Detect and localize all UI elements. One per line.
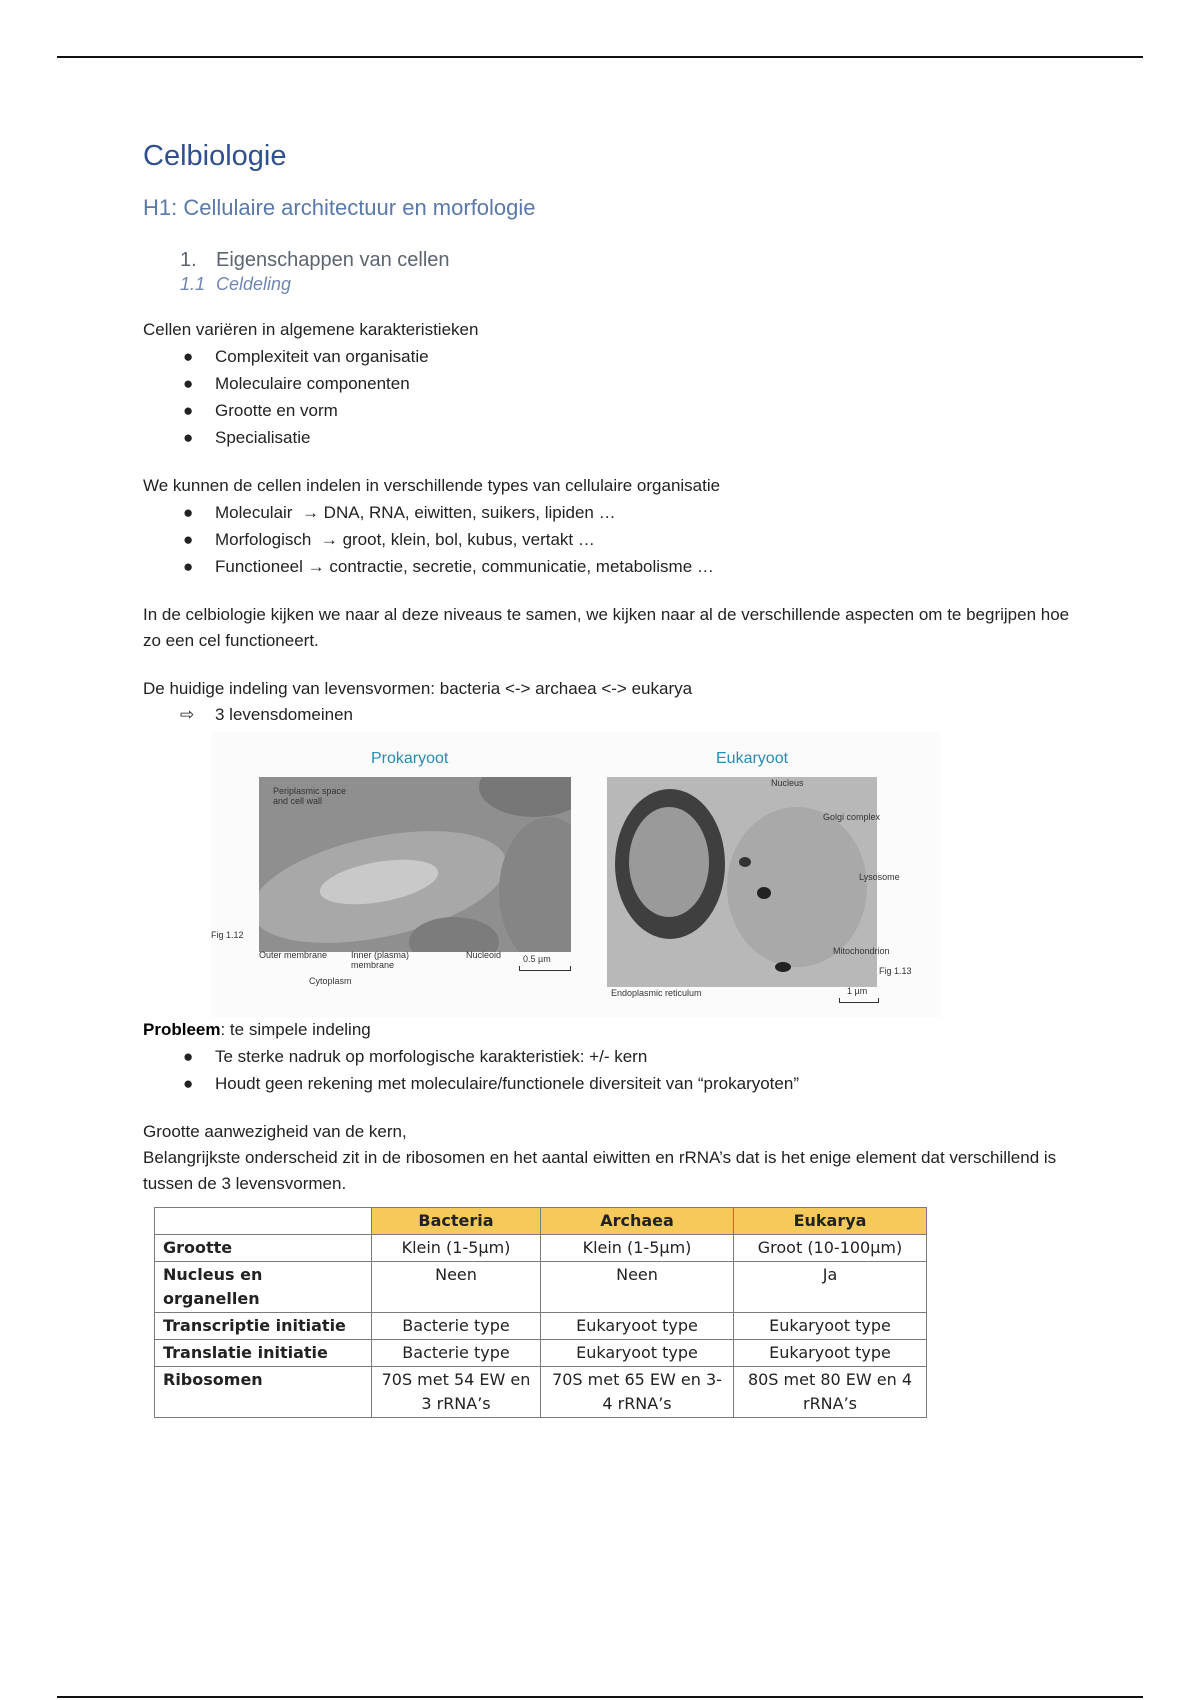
section-number: 1. bbox=[180, 249, 197, 271]
arrow-icon: → bbox=[320, 530, 338, 549]
section-heading bbox=[180, 249, 1073, 272]
list-item: ● Complexiteit van organisatie bbox=[183, 347, 429, 366]
label-scale-left: 0.5 µm bbox=[523, 954, 551, 964]
label-lysosome: Lysosome bbox=[859, 872, 900, 882]
list-item: ● Specialisatie bbox=[183, 428, 311, 447]
scale-bar-left bbox=[519, 966, 571, 971]
list-item: ● Morfologisch → groot, klein, bol, kubus, vertakt … bbox=[183, 530, 595, 549]
subsection-label: Celdeling bbox=[216, 274, 292, 294]
scale-bar-right bbox=[839, 998, 879, 1003]
label-fig-1-12: Fig 1.12 bbox=[211, 930, 244, 940]
arrow-list-item: ⇨ 3 levensdomeinen bbox=[143, 702, 1073, 728]
list-item: ● Houdt geen rekening met moleculaire/functionele diversiteit van “prokaryoten” bbox=[183, 1074, 799, 1093]
list-item: ● Te sterke nadruk op morfologische karakteristiek: +/- kern bbox=[183, 1047, 648, 1066]
paragraph-celbiologie: In de celbiologie kijken we naar al deze niveaus te samen, we kijken naar al de verschillende aspecten om te begrijpen hoe zo een cel functioneert. bbox=[143, 605, 1070, 650]
micrograph-figure bbox=[211, 732, 941, 1017]
subsection-number: 1.1 bbox=[180, 274, 206, 294]
problem-list bbox=[143, 1043, 1073, 1097]
table-header-row bbox=[155, 1208, 927, 1235]
label-er: Endoplasmic reticulum bbox=[611, 988, 702, 998]
chapter-heading: H1: Cellulaire architectuur en morfologie bbox=[143, 195, 536, 220]
arrow-icon: → bbox=[301, 503, 319, 522]
label-scale-right: 1 µm bbox=[847, 986, 868, 996]
list-item: ● Grootte en vorm bbox=[183, 401, 338, 420]
characteristics-list bbox=[143, 343, 1073, 451]
header-eukarya: Eukarya bbox=[734, 1208, 927, 1235]
label-golgi: Golgi complex bbox=[823, 812, 881, 822]
label-nucleus: Nucleus bbox=[771, 778, 804, 788]
prokaryoot-title: Prokaryoot bbox=[371, 750, 449, 767]
paragraph-kern: Grootte aanwezigheid van de kern, bbox=[143, 1122, 407, 1141]
label-fig-1-13: Fig 1.13 bbox=[879, 966, 912, 976]
list-item: ● Moleculair → DNA, RNA, eiwitten, suikers, lipiden … bbox=[183, 503, 616, 522]
arrow-icon: → bbox=[307, 557, 325, 576]
label-mitochondrion: Mitochondrion bbox=[833, 946, 890, 956]
header-archaea: Archaea bbox=[541, 1208, 734, 1235]
paragraph-ribosomen: Belangrijkste onderscheid zit in de ribosomen en het aantal eiwitten en rRNA’s dat is het enige element dat verschillend is tussen de 3 levensvormen. bbox=[143, 1148, 1057, 1193]
page-title: Celbiologie bbox=[143, 140, 287, 172]
paragraph-characteristics: Cellen variëren in algemene karakteristieken bbox=[143, 320, 479, 339]
outline-arrow-icon: ⇨ bbox=[180, 705, 195, 724]
subsection-heading bbox=[180, 274, 1073, 295]
comparison-table bbox=[154, 1207, 927, 1418]
table-row: Nucleus en organellen Neen Neen Ja bbox=[155, 1262, 927, 1313]
label-nucleoid: Nucleoid bbox=[466, 950, 502, 960]
label-cytoplasm: Cytoplasm bbox=[309, 976, 352, 986]
header-rule bbox=[57, 56, 1143, 58]
list-item: ● Moleculaire componenten bbox=[183, 374, 410, 393]
table-row: Grootte Klein (1-5µm) Klein (1-5µm) Groot (10-100µm) bbox=[155, 1235, 927, 1262]
label-periplasmic: Periplasmic space and cell wall bbox=[273, 786, 347, 806]
footer-rule bbox=[57, 1696, 1143, 1698]
paragraph-organisation: We kunnen de cellen indelen in verschillende types van cellulaire organisatie bbox=[143, 476, 721, 495]
header-bacteria: Bacteria bbox=[372, 1208, 541, 1235]
problem-paragraph: Probleem: te simpele indeling bbox=[143, 1020, 371, 1039]
document-body bbox=[143, 140, 1073, 1418]
organisation-list bbox=[143, 499, 1073, 580]
label-outer-membrane: Outer membrane bbox=[259, 950, 328, 960]
list-item: ● Functioneel → contractie, secretie, communicatie, metabolisme … bbox=[183, 557, 714, 576]
section-label: Eigenschappen van cellen bbox=[216, 249, 450, 271]
label-inner-membrane: Inner (plasma) membrane bbox=[351, 950, 410, 970]
table-row: Translatie initiatie Bacterie type Eukaryoot type Eukaryoot type bbox=[155, 1340, 927, 1367]
table-row: Ribosomen 70S met 54 EW en 3 rRNA’s 70S met 65 EW en 3-4 rRNA’s 80S met 80 EW en 4 rRNA’s bbox=[155, 1367, 927, 1418]
paragraph-levensvormen: De huidige indeling van levensvormen: bacteria <-> archaea <-> eukarya bbox=[143, 679, 693, 698]
problem-label: Probleem bbox=[143, 1020, 221, 1039]
eukaryoot-title: Eukaryoot bbox=[716, 750, 789, 767]
table-row: Transcriptie initiatie Bacterie type Eukaryoot type Eukaryoot type bbox=[155, 1313, 927, 1340]
